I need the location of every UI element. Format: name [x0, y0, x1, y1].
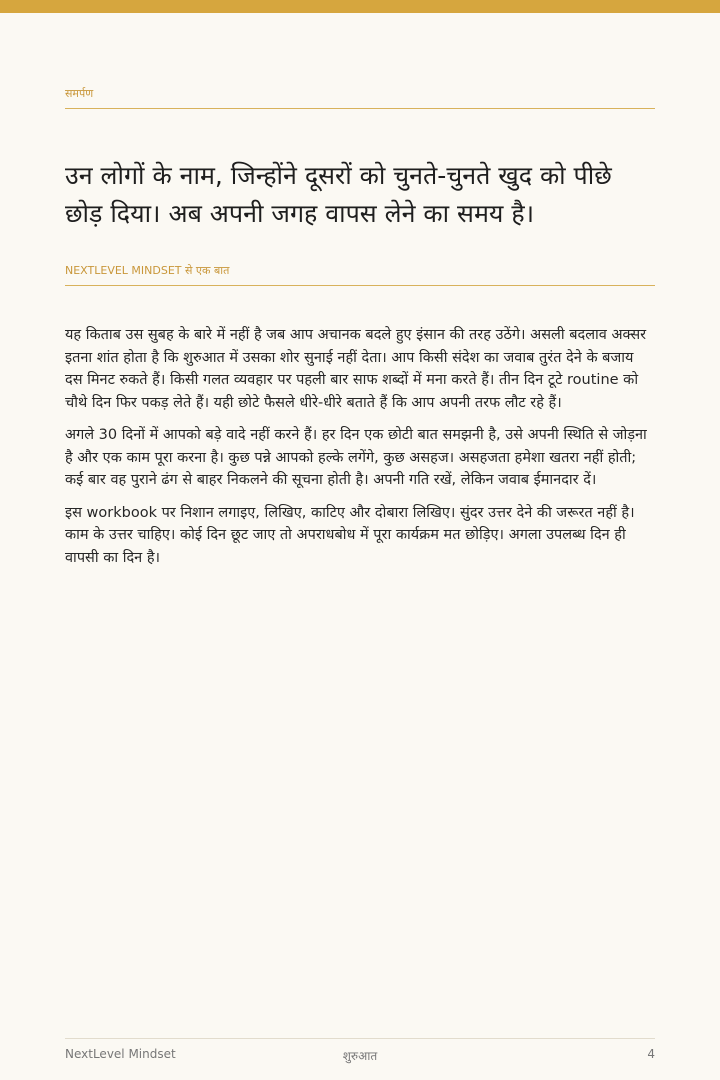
top-accent-bar	[0, 0, 720, 13]
note-body	[65, 324, 655, 569]
footer-brand: NextLevel Mindset	[65, 1047, 176, 1061]
dedication-heading: उन लोगों के नाम, जिन्होंने दूसरों को चुनते-चुनते खुद को पीछे छोड़ दिया। अब अपनी जगह वापस लेने का समय है।	[65, 161, 612, 228]
page-footer	[65, 1038, 655, 1067]
paragraph: यह किताब उस सुबह के बारे में नहीं है जब आप अचानक बदले हुए इंसान की तरह उठेंगे। असली बदलाव अक्सर इतना शांत होता है कि शुरुआत में उसका शोर सुनाई नहीं देता। आप किसी संदेश का जवाब तुरंत देने के बजाय दस मिनट रुकते हैं। किसी गलत व्यवहार पर पहली बार साफ शब्दों में मना करते हैं। तीन दिन टूटे routine को चौथे दिन फिर पकड़ लेते हैं। यही छोटे फैसले धीरे-धीरे बताते हैं कि आप अपनी तरफ लौट रहे हैं।	[65, 327, 647, 411]
section-label: समर्पण	[65, 86, 655, 109]
page-content	[65, 86, 655, 579]
footer-chapter: शुरुआत	[342, 1049, 378, 1063]
paragraph: इस workbook पर निशान लगाइए, लिखिए, काटिए और दोबारा लिखिए। सुंदर उत्तर देने की जरूरत नहीं है। काम के उत्तर चाहिए। कोई दिन छूट जाए तो अपराधबोध में पूरा कार्यक्रम मत छोड़िए। अगला उपलब्ध दिन ही वापसी का दिन है।	[65, 504, 635, 566]
paragraph: अगले 30 दिनों में आपको बड़े वादे नहीं करने हैं। हर दिन एक छोटी बात समझनी है, उसे अपनी स्थिति से जोड़ना है और एक काम पूरा करना है। कुछ पन्ने आपको हल्के लगेंगे, कुछ असहज। असहजता हमेशा खतरा नहीं होती; कई बार वह पुराने ढंग से बाहर निकलने की सूचना होती है। अपनी गति रखें, लेकिन जवाब ईमानदार दें।	[65, 427, 647, 488]
page-number: 4	[647, 1047, 655, 1061]
note-label: NEXTLEVEL MINDSET से एक बात	[65, 263, 655, 286]
